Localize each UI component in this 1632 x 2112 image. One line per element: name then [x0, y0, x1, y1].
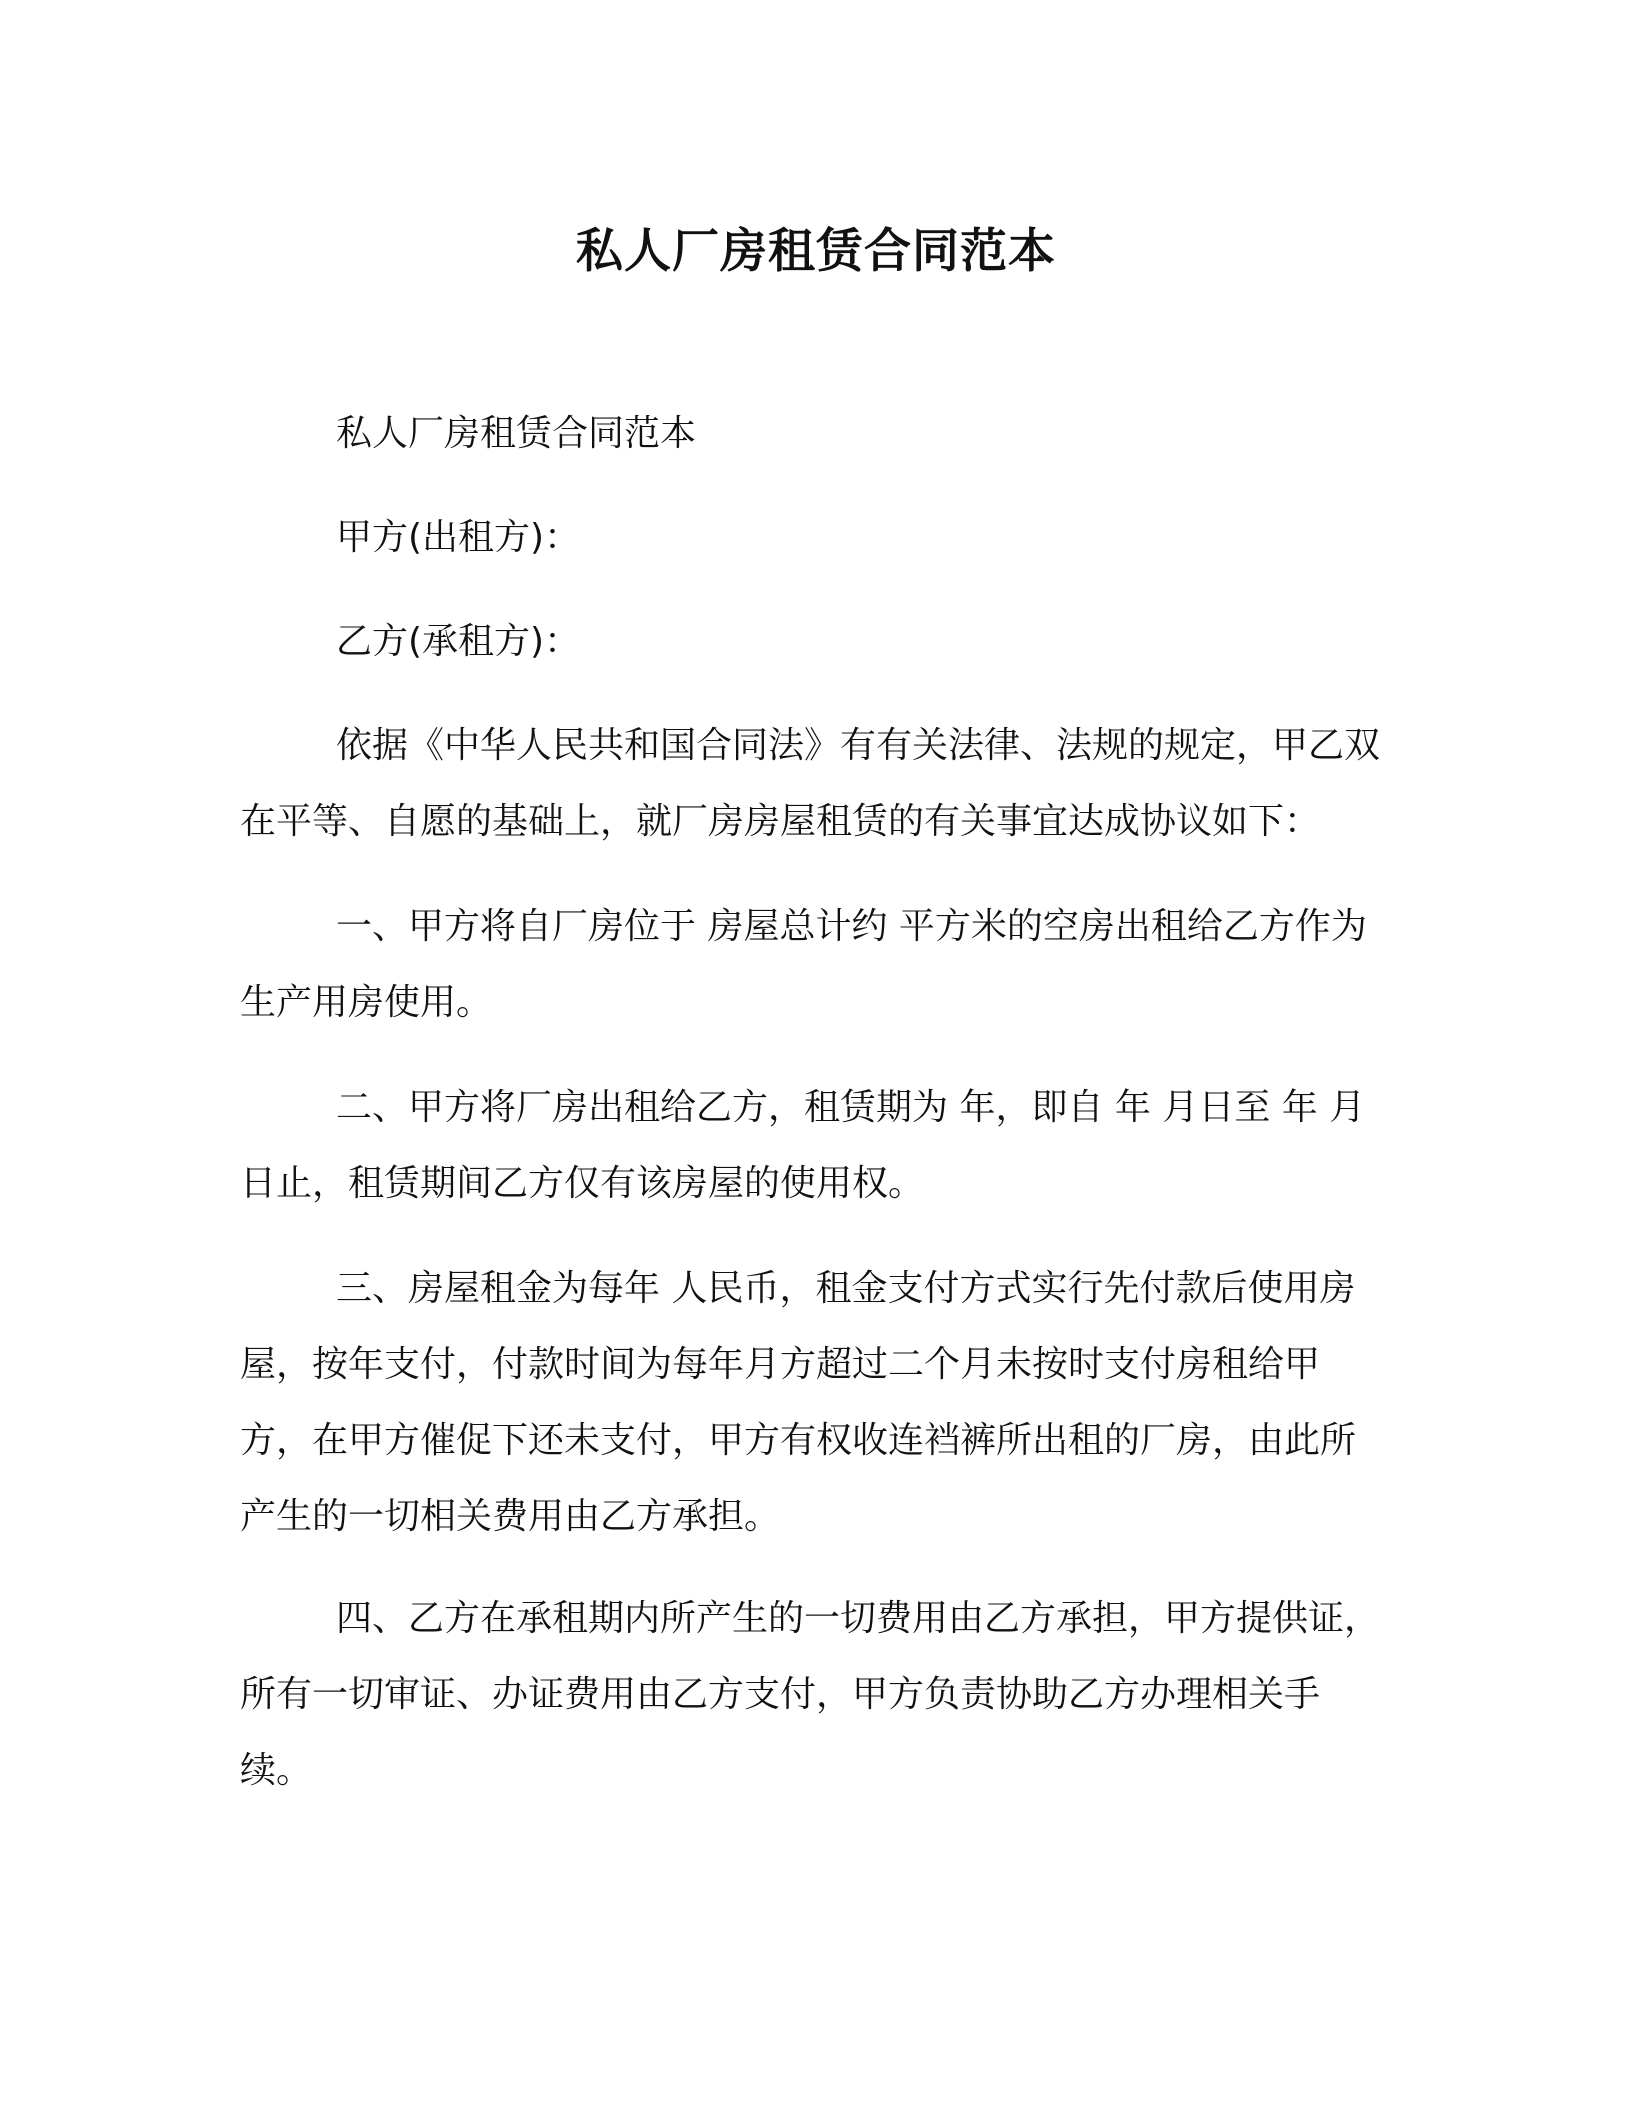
clause-1: 一、甲方将自厂房位于 房屋总计约 平方米的空房出租给乙方作为生产用房使用。 — [240, 906, 1367, 1023]
party-b-line: 乙方(承租方)： — [336, 621, 581, 662]
document-body — [240, 396, 1390, 1809]
clause-3: 三、房屋租金为每年 人民币，租金支付方式实行先付款后使用房屋，按年支付，付款时间为每年月方超过二个月未按时支付房租给甲方，在甲方催促下还未支付，甲方有权收连裆裤所出租的厂房，由此所产生的一切相关费用由乙方承担。 — [240, 1268, 1357, 1537]
preamble-paragraph: 依据《中华人民共和国合同法》有有关法律、法规的规定，甲乙双在平等、自愿的基础上，就厂房房屋租赁的有关事宜达成协议如下： — [240, 725, 1381, 842]
clause-2: 二、甲方将厂房出租给乙方，租赁期为 年，即自 年 月日至 年 月日止，租赁期间乙方仅有该房屋的使用权。 — [240, 1087, 1366, 1204]
clause-4: 四、乙方在承租期内所产生的一切费用由乙方承担，甲方提供证，所有一切审证、办证费用由乙方支付，甲方负责协助乙方办理相关手续。 — [240, 1598, 1381, 1791]
document-title: 私人厂房租赁合同范本 — [576, 224, 1056, 279]
party-a-line: 甲方(出租方)： — [336, 517, 581, 558]
subtitle: 私人厂房租赁合同范本 — [336, 413, 697, 454]
